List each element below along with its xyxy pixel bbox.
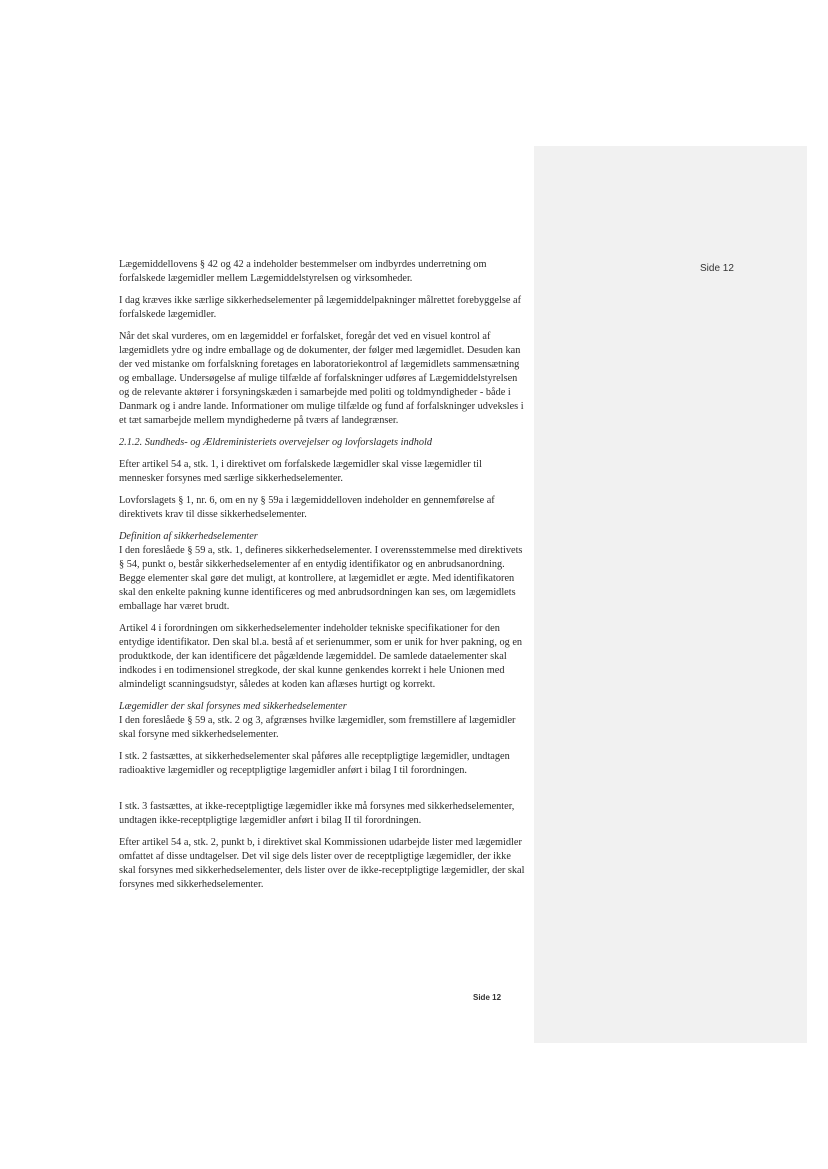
paragraph: I stk. 2 fastsættes, at sikkerhedselementer skal påføres alle receptpligtige lægemidler, undtagen radioaktive lægemidler og receptpligtige lægemidler anført i bilag I til forordningen. bbox=[119, 751, 510, 776]
page-margin-panel bbox=[534, 146, 807, 1043]
paragraph: I den foreslåede § 59 a, stk. 1, defineres sikkerhedselementer. I overensstemmelse med direktivets § 54, punkt o, består sikkerhedselementer af en entydig identifikator og en anbrudsanordning. Begge elementer skal gøre det muligt, at kontrollere, at lægemidlet er ægte. Med identifikatoren skal den enkelte pakning kunne identificeres og med anbrudsordningen kan ses, om lægemidlets emballage har været brudt. bbox=[119, 545, 523, 612]
paragraph: I den foreslåede § 59 a, stk. 2 og 3, afgrænses hvilke lægemidler, som fremstillere af lægemidler skal forsyne med sikkerhedselementer. bbox=[119, 715, 516, 740]
paragraph: Lovforslagets § 1, nr. 6, om en ny § 59a i lægemiddelloven indeholder en gennemførelse af direktivets krav til disse sikkerhedselementer. bbox=[119, 495, 495, 520]
subheading: Lægemidler der skal forsynes med sikkerhedselementer bbox=[119, 701, 347, 712]
paragraph: Efter artikel 54 a, stk. 2, punkt b, i direktivet skal Kommissionen udarbejde lister med lægemidler omfattet af disse undtagelser. Det vil sige dels lister over de receptpligtige lægemidler, der ikke skal forsynes med sikkerhedselementer, dels lister over de ikke-receptpligtige lægemidler, der skal forsynes med sikkerhedselementer. bbox=[119, 837, 525, 890]
paragraph: Efter artikel 54 a, stk. 1, i direktivet om forfalskede lægemidler skal visse lægemidler til mennesker forsynes med særlige sikkerhedselementer. bbox=[119, 459, 482, 484]
paragraph: Når det skal vurderes, om en lægemiddel er forfalsket, foregår det ved en visuel kontrol af lægemidlets ydre og indre emballage og de dokumenter, der følger med lægemidlet. Desuden kan der ved mistanke om forfalskning foretages en laboratoriekontrol af lægemidlets sammensætning og emballage. Undersøgelse af mulige tilfælde af forfalskninger udføres af Lægemiddelstyrelsen og de relevante aktører i forsyningskæden i samarbejde med politi og toldmyndigheder - både i Danmark og i andre lande. Informationer om mulige tilfælde og fund af forfalskninger udveksles i et tæt samarbejde mellem myndighederne på tværs af landegrænser. bbox=[119, 331, 524, 426]
page-number-label: Side 12 bbox=[700, 263, 734, 274]
paragraph: Lægemiddellovens § 42 og 42 a indeholder bestemmelser om indbyrdes underretning om forfalskede lægemidler mellem Lægemiddelstyrelsen og virksomheder. bbox=[119, 259, 487, 284]
document-body bbox=[119, 258, 525, 900]
section-heading: 2.1.2. Sundheds- og Ældreministeriets overvejelser og lovforslagets indhold bbox=[119, 437, 433, 448]
paragraph: I stk. 3 fastsættes, at ikke-receptpligtige lægemidler ikke må forsynes med sikkerhedselementer, undtagen ikke-receptpligtige lægemidler anført i bilag II til forordningen. bbox=[119, 801, 515, 826]
paragraph: I dag kræves ikke særlige sikkerhedselementer på lægemiddelpakninger målrettet forebyggelse af forfalskede lægemidler. bbox=[119, 295, 522, 320]
subheading: Definition af sikkerhedselementer bbox=[119, 531, 258, 542]
paragraph: Artikel 4 i forordningen om sikkerhedselementer indeholder tekniske specifikationer for den entydige identifikator. Den skal bl.a. bestå af et serienummer, som er unik for hver pakning, og en produktkode, der kan identificere det pågældende lægemiddel. De samlede dataelementer skal indkodes i en todimensionel stregkode, der skal kunne genkendes korrekt i hele Unionen med almindeligt scanningsudstyr, således at koden kan aflæses hurtigt og korrekt. bbox=[119, 623, 523, 690]
page-footer: Side 12 bbox=[473, 993, 502, 1002]
